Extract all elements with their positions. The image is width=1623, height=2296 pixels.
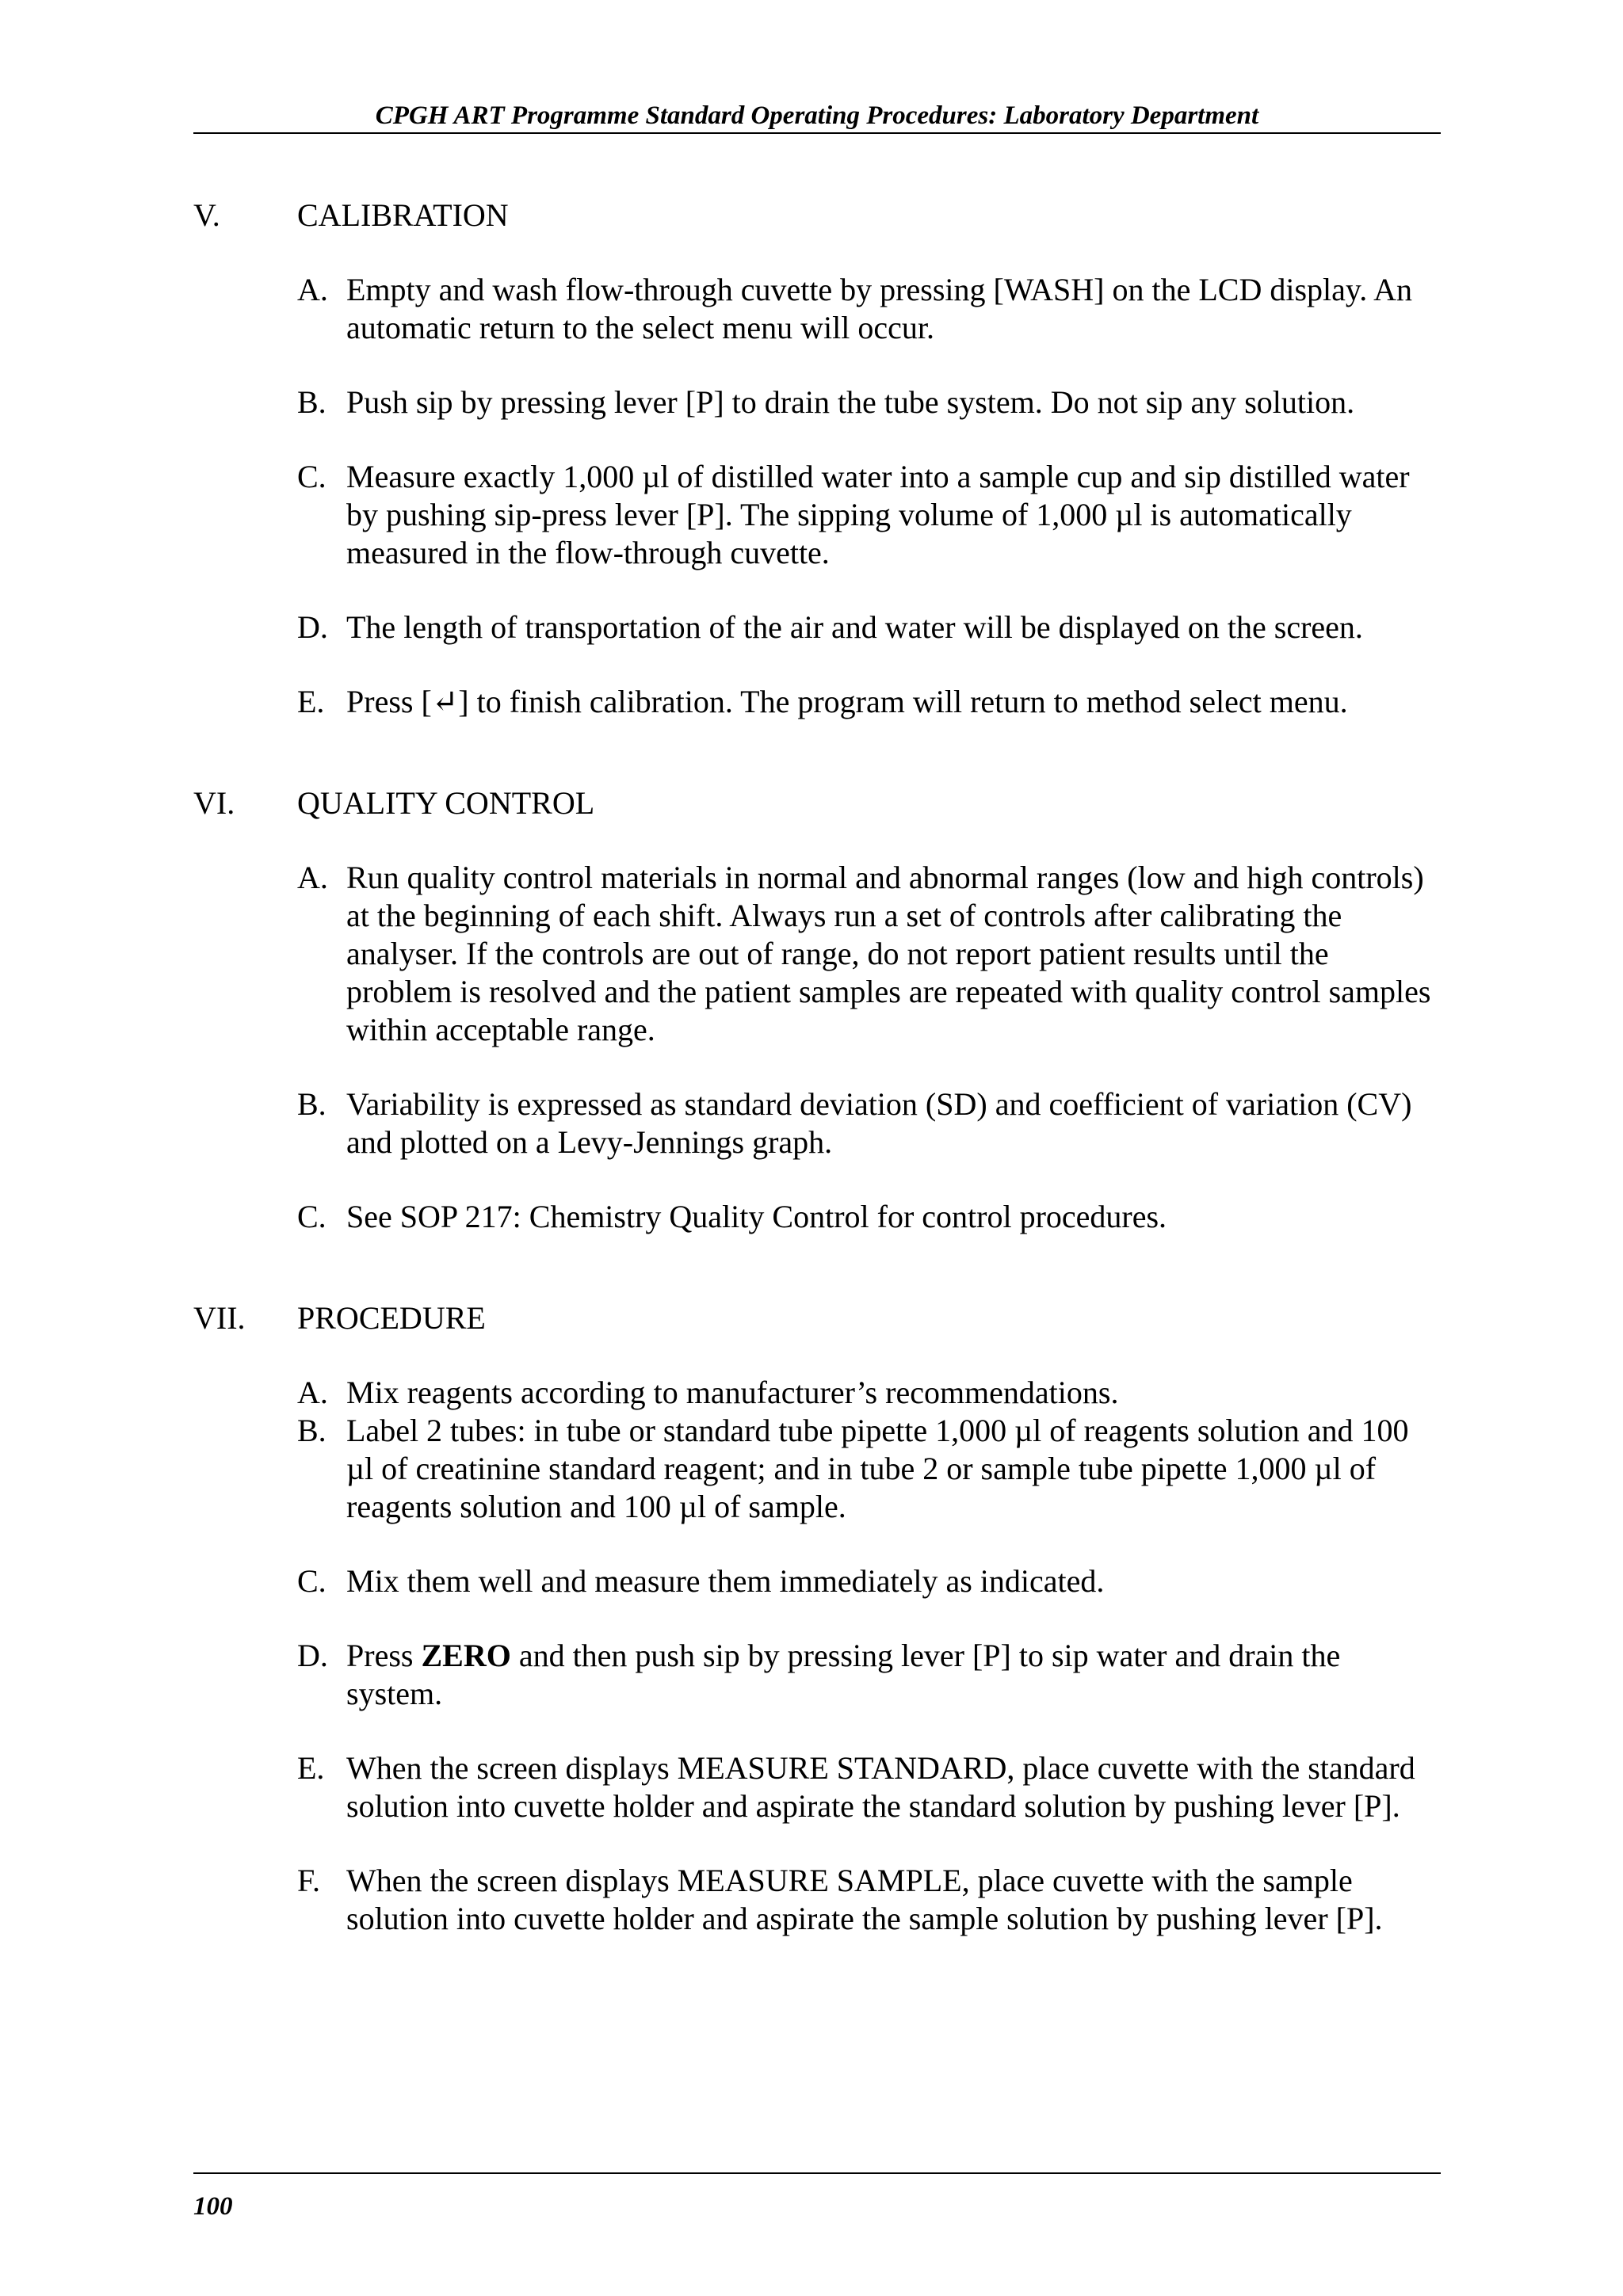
item-letter: D. bbox=[297, 1638, 328, 1673]
zero-keyword: ZERO bbox=[421, 1638, 511, 1673]
item-letter: F. bbox=[297, 1863, 321, 1898]
section-items bbox=[193, 859, 1441, 1236]
list-item bbox=[297, 1749, 1441, 1825]
footer-rule bbox=[193, 2172, 1441, 2174]
section-calibration bbox=[193, 196, 1441, 721]
page-number: 100 bbox=[193, 2192, 233, 2221]
item-letter: A. bbox=[297, 272, 328, 307]
section-quality-control bbox=[193, 784, 1441, 1236]
item-text: See SOP 217: Chemistry Quality Control for control procedures. bbox=[346, 1199, 1167, 1234]
item-letter: C. bbox=[297, 1199, 327, 1234]
item-letter: B. bbox=[297, 1413, 327, 1448]
section-heading bbox=[193, 1299, 1441, 1337]
item-letter: A. bbox=[297, 860, 328, 895]
list-item bbox=[297, 1198, 1441, 1236]
list-item bbox=[297, 1412, 1441, 1526]
list-item bbox=[297, 1085, 1441, 1161]
item-text: Measure exactly 1,000 µl of distilled water into a sample cup and sip distilled water by pushing sip-press lever [P]. The sipping volume of 1,000 µl is automatically measured in the flow-through cuvette. bbox=[346, 459, 1410, 570]
item-letter: C. bbox=[297, 459, 327, 494]
item-letter: B. bbox=[297, 1086, 327, 1122]
section-items bbox=[193, 271, 1441, 721]
list-item bbox=[297, 1374, 1441, 1412]
item-text: Mix them well and measure them immediately as indicated. bbox=[346, 1563, 1105, 1599]
list-item bbox=[297, 1862, 1441, 1938]
item-letter: B. bbox=[297, 384, 327, 420]
item-text: Run quality control materials in normal and abnormal ranges (low and high controls) at the beginning of each shift. Always run a set of controls after calibrating the analyser. If the controls are out of range, do not report patient results until the problem is resolved and the patient samples are repeated with quality control samples within acceptable range. bbox=[346, 860, 1431, 1047]
section-title: PROCEDURE bbox=[297, 1300, 486, 1336]
section-heading bbox=[193, 784, 1441, 822]
document-body bbox=[193, 196, 1441, 2001]
section-procedure bbox=[193, 1299, 1441, 1938]
item-text: Press [↵] to finish calibration. The program will return to method select menu. bbox=[346, 684, 1348, 719]
item-text-part: and then push sip by pressing lever [P] to sip water and drain the system. bbox=[346, 1638, 1341, 1711]
item-text bbox=[346, 1637, 1441, 1713]
item-letter: A. bbox=[297, 1375, 328, 1410]
list-item bbox=[297, 1637, 1441, 1713]
list-item bbox=[297, 458, 1441, 572]
item-text: Mix reagents according to manufacturer’s recommendations. bbox=[346, 1375, 1119, 1410]
item-text: Label 2 tubes: in tube or standard tube pipette 1,000 µl of reagents solution and 100 µl of creatinine standard reagent; and in tube 2 or sample tube pipette 1,000 µl of reagents solution and 100 µl of sample. bbox=[346, 1413, 1409, 1524]
item-text: Variability is expressed as standard deviation (SD) and coefficient of variation (CV) and plotted on a Levy-Jennings graph. bbox=[346, 1086, 1412, 1160]
item-letter: D. bbox=[297, 609, 328, 645]
list-item bbox=[297, 608, 1441, 646]
item-text: Empty and wash flow-through cuvette by pressing [WASH] on the LCD display. An automatic return to the select menu will occur. bbox=[346, 272, 1412, 345]
item-letter: E. bbox=[297, 684, 325, 719]
list-item bbox=[297, 1562, 1441, 1600]
header-rule bbox=[193, 132, 1441, 134]
section-heading bbox=[193, 196, 1441, 235]
section-items bbox=[193, 1374, 1441, 1938]
list-item bbox=[297, 383, 1441, 421]
item-letter: E. bbox=[297, 1750, 325, 1786]
item-text: The length of transportation of the air and water will be displayed on the screen. bbox=[346, 609, 1363, 645]
section-number: V. bbox=[193, 197, 220, 233]
item-text: Push sip by pressing lever [P] to drain the tube system. Do not sip any solution. bbox=[346, 384, 1355, 420]
list-item bbox=[297, 859, 1441, 1049]
list-item bbox=[297, 271, 1441, 347]
running-header: CPGH ART Programme Standard Operating Procedures: Laboratory Department bbox=[375, 101, 1259, 130]
item-text: When the screen displays MEASURE STANDARD, place cuvette with the standard solution into cuvette holder and aspirate the standard solution by pushing lever [P]. bbox=[346, 1750, 1415, 1824]
section-number: VI. bbox=[193, 785, 235, 821]
item-text: When the screen displays MEASURE SAMPLE, place cuvette with the sample solution into cuvette holder and aspirate the sample solution by pushing lever [P]. bbox=[346, 1863, 1383, 1936]
section-title: CALIBRATION bbox=[297, 197, 509, 233]
section-number: VII. bbox=[193, 1300, 246, 1336]
item-letter: C. bbox=[297, 1563, 327, 1599]
item-text-part: Press bbox=[346, 1638, 422, 1673]
section-title: QUALITY CONTROL bbox=[297, 785, 595, 821]
list-item bbox=[297, 683, 1441, 721]
